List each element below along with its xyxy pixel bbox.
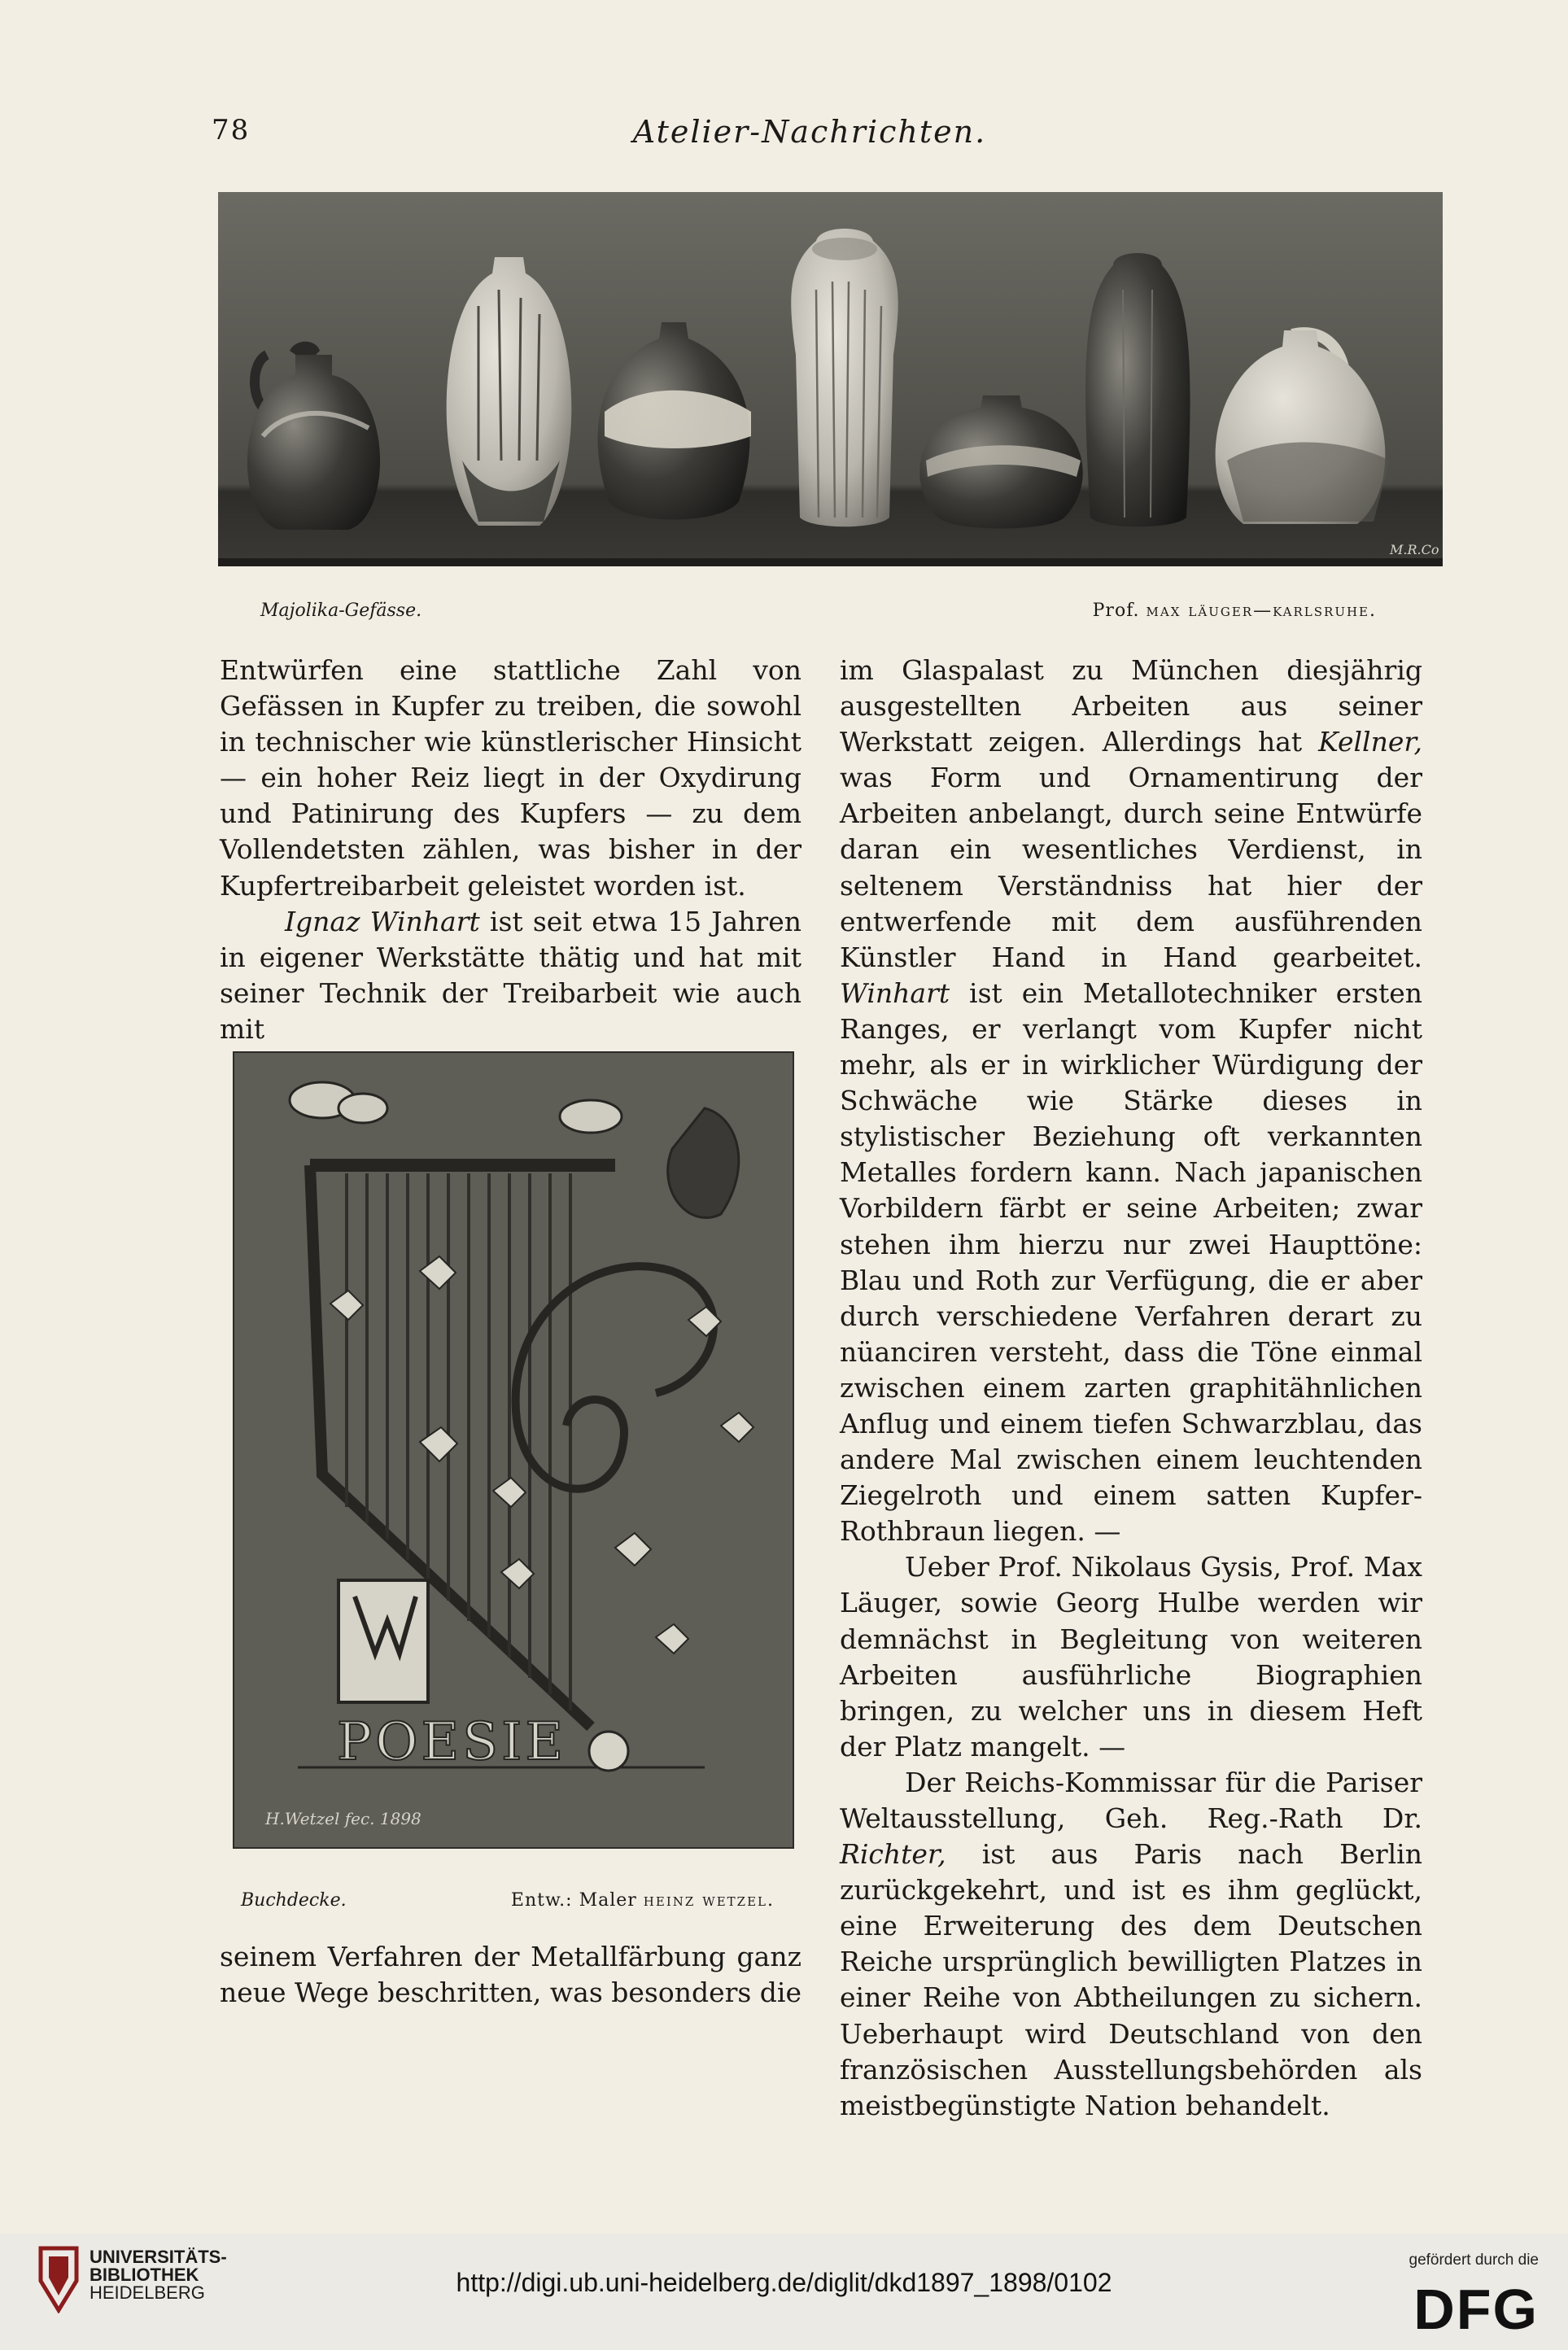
right-column — [840, 653, 1422, 2124]
vase-tall-white — [791, 229, 898, 526]
book-caption — [241, 1890, 775, 1911]
name-ignaz-winhart: Ignaz Winhart — [285, 905, 480, 937]
glaspalast-text-c: ist ein Metallotechniker ersten Ranges, er verlangt vom Kupfer nicht mehr, als er in wirklicher Würdigung der Schwäche wie Stärke dieses in stylistischer Beziehung oft verkannten Metalles fordern kann. Nach japanischen Vorbildern färbt er seine Arbeiten; zwar stehen ihm hierzu nur zwei Haupttöne: Blau und Roth zur Verfügung, die er aber durch verschiedene Verfahren derart zu nüanciren versteht, dass die Töne einmal zwischen einem zarten graphitähnlichen Anflug und einem tiefen Schwarzblau, das andere Mal zwischen einem leuchtenden Ziegelroth und einem satten Kupfer-Rothbraun liegen. — — [840, 976, 1422, 1548]
vases-credit-name: max läuger—karlsruhe. — [1146, 601, 1377, 621]
paragraph-glaspalast — [840, 653, 1422, 1549]
library-name-line3: HEIDELBERG — [90, 2282, 205, 2303]
vases-caption-credit — [1093, 601, 1377, 621]
permalink-url[interactable]: http://digi.ub.uni-heidelberg.de/diglit/dkd1897_1898/0102 — [456, 2268, 1112, 2297]
page-header — [212, 114, 1408, 163]
digitization-footer — [0, 2234, 1568, 2350]
cover-signature: H.Wetzel fec. 1898 — [265, 1809, 421, 1828]
cover-title: POESIE — [337, 1712, 567, 1772]
book-caption-title: Buchdecke. — [241, 1890, 347, 1911]
glaspalast-text-a: im Glaspalast zu München diesjährig ausgestellten Arbeiten aus seiner Werkstatt zeigen. Allerdings hat — [840, 654, 1422, 758]
majolica-vases-photo — [218, 192, 1443, 566]
paragraph-reichskommissar — [840, 1765, 1422, 2124]
vases-caption-title: Majolika-Gefässe. — [260, 601, 422, 621]
funder-label: gefördert durch die — [1409, 2252, 1539, 2269]
name-richter: Richter, — [840, 1838, 946, 1871]
book-credit-prefix: Entw.: Maler — [510, 1890, 637, 1911]
book-cover-poesie — [233, 1051, 794, 1849]
book-caption-credit — [511, 1890, 775, 1911]
left-column-top — [220, 653, 801, 1047]
book-credit-name: heinz wetzel. — [643, 1890, 775, 1911]
page-number: 78 — [212, 114, 251, 146]
dfg-logo: DFG — [1413, 2278, 1539, 2341]
name-winhart: Winhart — [840, 976, 950, 1009]
paragraph-metal-colouring: seinem Verfahren der Metallfärbung ganz neue Wege beschritten, was besonders die — [220, 1941, 802, 2009]
vases-credit-prefix: Prof. — [1092, 601, 1140, 621]
running-title: Atelier-Nachrichten. — [632, 114, 987, 150]
reichskommissar-text-b: ist aus Paris nach Berlin zurückgekehrt, und ist es ihm geglückt, eine Erweiterung des dem Deutschen Reiche ursprünglich bewilligten Platzes in einer Reihe von Abtheilungen zu sichern. Ueberhaupt wird Deutschland von den französischen Ausstellungsbehörden als meistbegünstigte Nation behandelt. — [840, 1838, 1422, 2121]
left-column-bottom — [220, 1939, 801, 2011]
library-name-line2: BIBLIOTHEK — [90, 2265, 199, 2285]
vase-tall-dark — [1085, 253, 1190, 526]
paragraph-winhart — [220, 904, 801, 1047]
vases-caption — [260, 601, 1377, 621]
paragraph-gysis: Ueber Prof. Nikolaus Gysis, Prof. Max Läuger, sowie Georg Hulbe werden wir demnächst in Begleitung von weiteren Arbeiten ausführliche Biographien bringen, zu welcher uns in diesem Heft der Platz mangelt. — — [840, 1551, 1422, 1762]
paragraph-winhart-text: ist seit etwa 15 Jahren in eigener Werkstätte thätig und hat mit seiner Technik der Treibarbeit wie auch mit — [220, 905, 801, 1045]
reichskommissar-text-a: Der Reichs-Kommissar für die Pariser Weltausstellung, Geh. Reg.-Rath Dr. — [840, 1766, 1422, 1834]
paragraph-copper-vessels: Entwürfen eine stattliche Zahl von Gefässen in Kupfer zu treiben, die sowohl in technischer wie künstlerischer Hinsicht — ein hoher Reiz liegt in der Oxydirung und Patinirung des Kupfers — zu dem Vollendetsten zählen, was bisher in der Kupfertreibarbeit geleistet worden ist. — [220, 654, 801, 902]
plate-monogram: M.R.Co — [1390, 542, 1439, 557]
name-kellner: Kellner, — [1318, 726, 1422, 758]
library-name-line1: UNIVERSITÄTS- — [90, 2247, 227, 2267]
glaspalast-text-b: was Form und Ornamentirung der Arbeiten anbelangt, durch seine Entwürfe daran ein wesentliches Verdienst, in seltenem Verständniss hat hier der entwerfende mit dem ausführenden Künstler Hand in Hand gearbeitet. — [840, 762, 1422, 973]
